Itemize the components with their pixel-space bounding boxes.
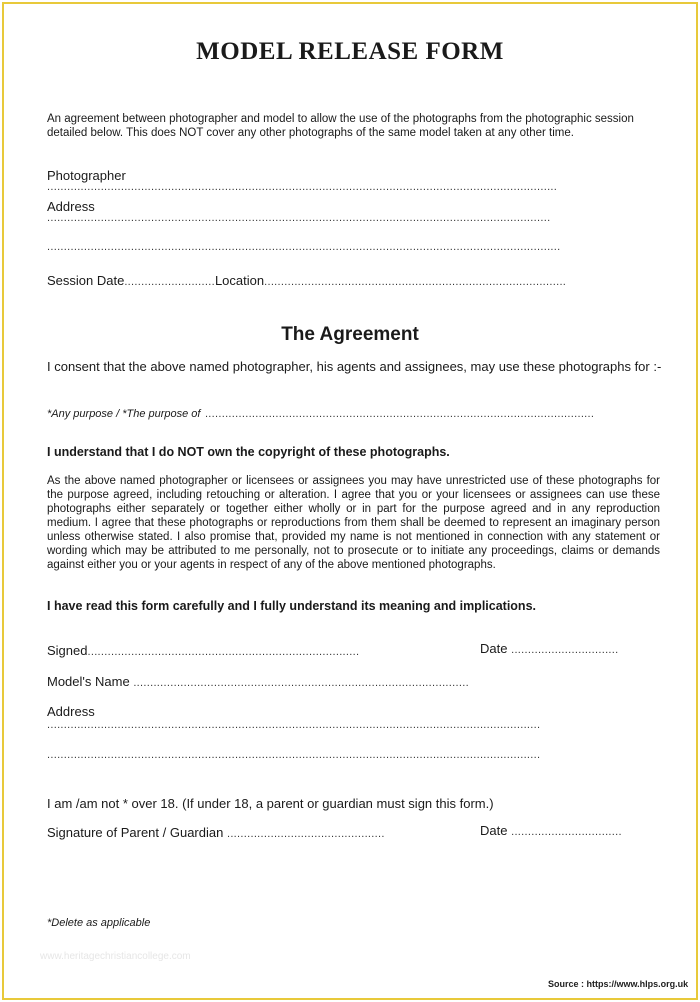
- form-title: MODEL RELEASE FORM: [196, 38, 504, 65]
- read-statement: I have read this form carefully and I fully understand its meaning and implications.: [47, 599, 536, 613]
- model-address-label: Address: [47, 704, 95, 719]
- agreement-heading: The Agreement: [281, 324, 419, 345]
- intro-text: An agreement between photographer and model to allow the use of the photographs from the photographic session detailed below. This does NOT cover any other photographs of the same model taken at any other time.: [47, 113, 634, 139]
- session-date-field[interactable]: ...........................: [124, 276, 215, 288]
- source-credit: Source : https://www.hlps.org.uk: [548, 979, 689, 989]
- date-field[interactable]: ................................: [511, 644, 619, 656]
- footnote: *Delete as applicable: [47, 917, 151, 929]
- rights-text: As the above named photographer or licensees or assignees you may have unrestricted use of these photographs for the purpose agreed, including retouching or alteration. I agree that you or your licensees or assignees can use these photographs either separately or together either wholly or in part for the purpose agreed and in any reproduction medium. I agree that these photographs or reproductions from them shall be deemed to represent an imaginary person unless otherwise stated. I also promise that, provided my name is not mentioned in connection with any statement or wording which may be attributed to me personally, not to prosecute or to initiate any proceedings, claims or demands against either you or your agents in respect of any of the above mentioned photographs.: [47, 475, 660, 571]
- model-address-field-line-1[interactable]: ...................................................................................................................................................: [47, 719, 541, 731]
- session-date-label: Session Date: [47, 273, 125, 288]
- guardian-date-field[interactable]: .................................: [511, 826, 622, 838]
- signed-label: Signed: [47, 643, 88, 658]
- purpose-label: *Any purpose / *The purpose of: [47, 408, 201, 420]
- address-label: Address: [47, 199, 95, 214]
- model-address-field-line-2[interactable]: ...................................................................................................................................................: [47, 749, 541, 761]
- age-statement: I am /am not * over 18. (If under 18, a parent or guardian must sign this form.): [47, 796, 494, 811]
- guardian-label: Signature of Parent / Guardian: [47, 825, 224, 840]
- photographer-field[interactable]: ........................................................................................................................................................: [47, 181, 558, 193]
- model-name-label: Model's Name: [47, 674, 130, 689]
- guardian-signature-field[interactable]: ...............................................: [226, 828, 385, 840]
- photographer-label: Photographer: [47, 168, 126, 183]
- model-name-field[interactable]: ....................................................................................................: [133, 677, 469, 689]
- location-label: Location: [214, 273, 265, 288]
- consent-text: I consent that the above named photographer, his agents and assignees, may use these photographs for :-: [47, 359, 662, 374]
- guardian-date-label: Date: [480, 823, 508, 838]
- watermark: www.heritagechristiancollege.com: [40, 951, 191, 962]
- address-field-line-2[interactable]: .........................................................................................................................................................: [47, 241, 561, 253]
- date-label: Date: [480, 641, 508, 656]
- copyright-statement: I understand that I do NOT own the copyright of these photographs.: [47, 445, 450, 459]
- signature-field[interactable]: .................................................................................: [87, 646, 360, 658]
- location-field[interactable]: ..........................................................................................: [264, 276, 567, 288]
- address-field-line-1[interactable]: ......................................................................................................................................................: [47, 212, 551, 224]
- purpose-field[interactable]: ....................................................................................................................: [204, 408, 595, 420]
